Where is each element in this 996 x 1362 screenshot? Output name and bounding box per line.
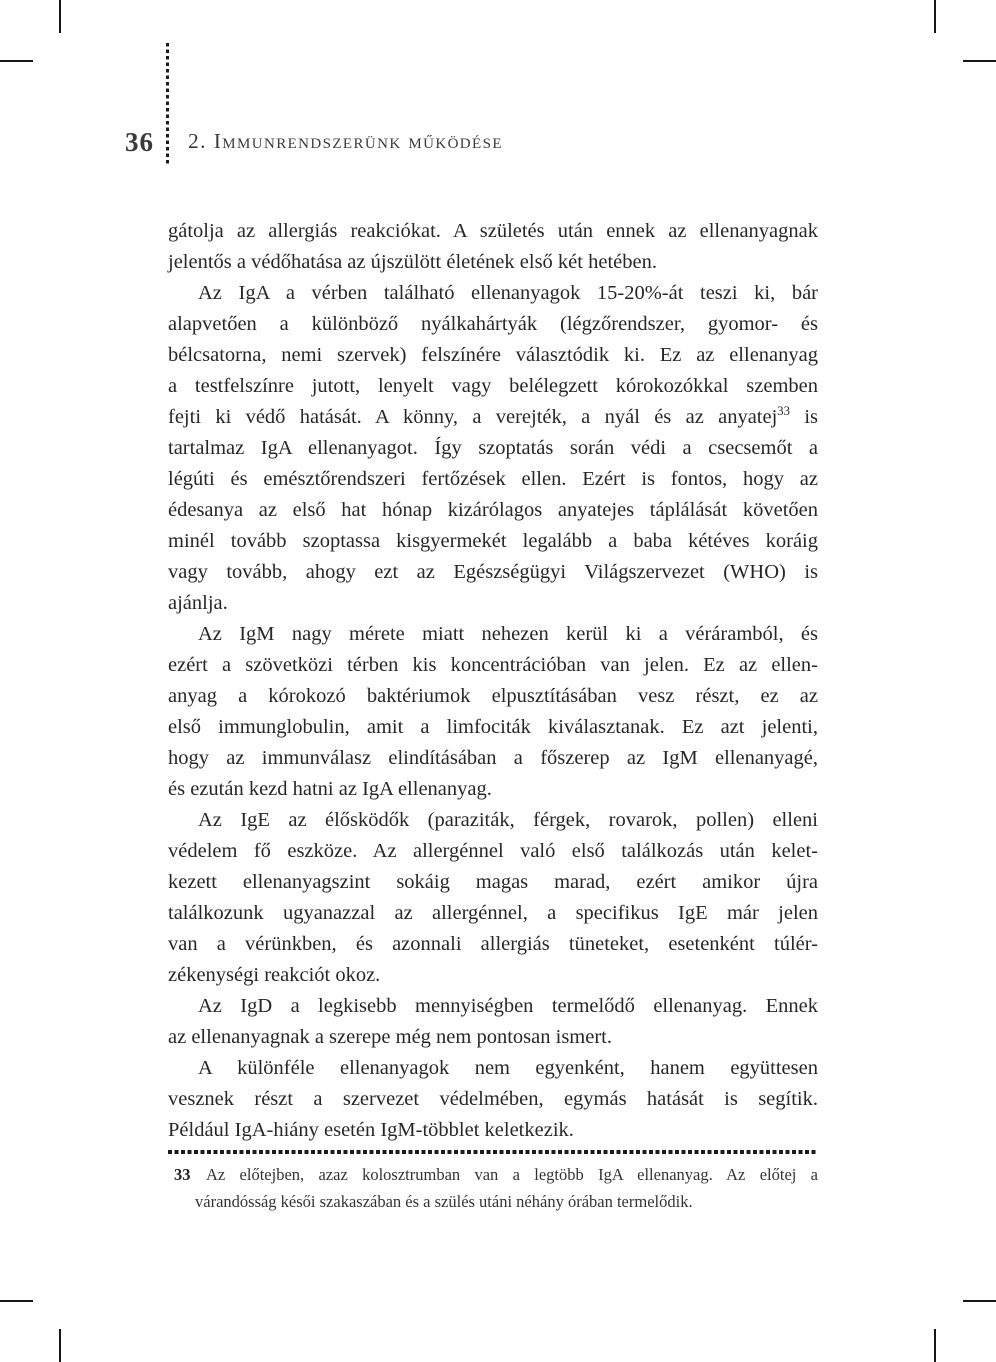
text-line: az ellenanyagnak a szerepe még nem pontosan ismert. — [168, 1026, 612, 1048]
crop-mark-bottom-right-horizontal — [963, 1300, 996, 1302]
paragraph-3 — [168, 619, 818, 805]
footnote-line: várandósság késői szakaszában és a szülés utáni néhány órában termelődik. — [195, 1192, 693, 1211]
text-line: jelentős a védőhatása az újszülött életének első két hetében. — [168, 251, 657, 273]
crop-mark-bottom-right-vertical — [934, 1329, 936, 1362]
text-line: Az IgD a legkisebb mennyiségben termelődő ellenanyag. Ennek — [198, 995, 818, 1017]
text-line: vagy tovább, ahogy ezt az Egészségügyi Világszervezet (WHO) is — [168, 561, 818, 583]
text-line: hogy az immunválasz elindításában a főszerep az IgM ellenanyagé, — [168, 747, 818, 769]
text-line: védelem fő eszköze. Az allergénnel való első találkozás után kelet- — [168, 840, 818, 862]
text-line: A különféle ellenanyagok nem egyenként, hanem együttesen — [198, 1057, 818, 1079]
text-line: fejti ki védő hatását. A könny, a verejték, a nyál és az anyatej$^{33}$ is — [168, 404, 818, 428]
paragraph-1 — [168, 216, 818, 278]
text-line: ezért a szövetközi térben kis koncentrációban van jelen. Ez az ellen- — [168, 654, 818, 676]
text-line: első immunglobulin, amit a limfociták kiválasztanak. Ez azt jelenti, — [168, 716, 818, 738]
crop-mark-bottom-left-vertical — [59, 1329, 61, 1362]
crop-mark-top-left-horizontal — [0, 60, 33, 62]
footnote-reference: 33 — [777, 404, 790, 419]
paragraph-4 — [168, 805, 818, 991]
crop-mark-top-left-vertical — [59, 0, 61, 33]
header-dotted-divider — [166, 43, 169, 164]
text-line: találkozunk ugyanazzal az allergénnel, a specifikus IgE már jelen — [168, 902, 818, 924]
footnote-text: Az előtejben, azaz kolosztrumban van a legtöbb IgA ellenanyag. Az előtej a — [206, 1165, 818, 1184]
footnote-dotted-rule — [168, 1150, 818, 1154]
footnote — [168, 1161, 818, 1215]
text-line: bélcsatorna, nemi szervek) felszínére választódik ki. Ez az ellenanyag — [168, 344, 818, 366]
page-number: 36 — [125, 127, 154, 157]
text-line: légúti és emésztőrendszeri fertőzések ellen. Ezért is fontos, hogy az — [168, 468, 818, 490]
text-line: zékenységi reakciót okoz. — [168, 964, 381, 986]
footnote-line — [168, 1161, 818, 1188]
text-line: minél tovább szoptassa kisgyermekét legalább a baba kétéves koráig — [168, 530, 818, 552]
paragraph-2 — [168, 278, 818, 619]
text-line: és ezután kezd hatni az IgA ellenanyag. — [168, 778, 492, 800]
paragraph-5 — [168, 991, 818, 1053]
text-line: Az IgE az élősködők (paraziták, férgek, rovarok, pollen) elleni — [198, 809, 818, 831]
paragraph-6 — [168, 1053, 818, 1146]
text-line: van a vérünkben, és azonnali allergiás tüneteket, esetenként túlér- — [168, 933, 818, 955]
footnote-number: 33 — [174, 1165, 191, 1184]
crop-mark-bottom-left-horizontal — [0, 1300, 33, 1302]
crop-mark-top-right-horizontal — [963, 60, 996, 62]
text-line: Az IgM nagy mérete miatt nehezen kerül ki a véráramból, és — [198, 623, 818, 645]
text-line: vesznek részt a szervezet védelmében, egymás hatását is segítik. — [168, 1088, 818, 1110]
text-line: tartalmaz IgA ellenanyagot. Így szoptatás során védi a csecsemőt a — [168, 437, 818, 459]
text-line: kezett ellenanyagszint sokáig magas marad, ezért amikor újra — [168, 871, 818, 893]
text-line: anyag a kórokozó baktériumok elpusztításában vesz részt, ez az — [168, 685, 818, 707]
text-line: édesanya az első hat hónap kizárólagos anyatejes táplálását követően — [168, 499, 818, 521]
text-line: Az IgA a vérben található ellenanyagok 15-20%-át teszi ki, bár — [198, 282, 818, 304]
text-line: a testfelszínre jutott, lenyelt vagy belélegzett kórokozókkal szemben — [168, 375, 818, 397]
text-line: Például IgA-hiány esetén IgM-többlet keletkezik. — [168, 1119, 574, 1141]
crop-mark-top-right-vertical — [934, 0, 936, 33]
chapter-header: 2. Immunrendszerünk működése — [188, 129, 503, 153]
text-line: gátolja az allergiás reakciókat. A születés után ennek az ellenanyagnak — [168, 220, 818, 242]
text-line: alapvetően a különböző nyálkahártyák (légzőrendszer, gyomor- és — [168, 313, 818, 335]
text-line: ajánlja. — [168, 592, 228, 614]
body-text — [168, 216, 818, 1146]
